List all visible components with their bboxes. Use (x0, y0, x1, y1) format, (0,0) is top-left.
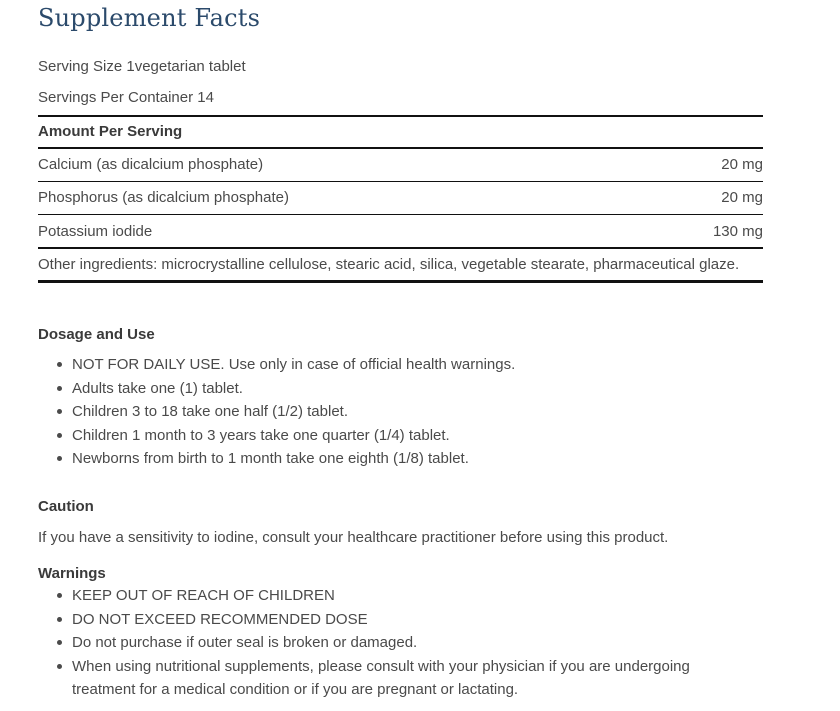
servings-per-container: Servings Per Container 14 (38, 89, 214, 106)
dosage-heading: Dosage and Use (38, 326, 155, 343)
nutrient-row (38, 223, 763, 240)
warnings-list (38, 584, 778, 702)
list-item: KEEP OUT OF REACH OF CHILDREN (38, 584, 778, 608)
list-item: Newborns from birth to 1 month take one eighth (1/8) tablet. (38, 447, 778, 471)
other-ingredients: Other ingredients: microcrystalline cellulose, stearic acid, silica, vegetable stearate, pharmaceutical glaze. (38, 256, 740, 273)
nutrient-row (38, 156, 763, 173)
nutrient-amount: 130 mg (712, 223, 763, 240)
amount-per-serving-header: Amount Per Serving (38, 123, 183, 140)
warnings-heading: Warnings (38, 565, 106, 582)
list-item: Children 1 month to 3 years take one quarter (1/4) tablet. (38, 424, 778, 448)
table-top-rule (38, 115, 763, 117)
header-rule (38, 147, 763, 149)
nutrient-amount: 20 mg (721, 189, 763, 206)
dosage-list (38, 353, 778, 471)
list-item: Do not purchase if outer seal is broken or damaged. (38, 631, 778, 655)
caution-heading: Caution (38, 498, 94, 515)
row-divider (38, 214, 763, 215)
table-bottom-rule (38, 280, 763, 283)
nutrient-name: Calcium (as dicalcium phosphate) (38, 156, 264, 173)
list-item: Children 3 to 18 take one half (1/2) tablet. (38, 400, 778, 424)
nutrient-name: Potassium iodide (38, 223, 153, 240)
caution-text: If you have a sensitivity to iodine, consult your healthcare practitioner before using this product. (38, 529, 669, 546)
serving-size: Serving Size 1vegetarian tablet (38, 58, 246, 75)
nutrient-row (38, 189, 763, 206)
list-item: NOT FOR DAILY USE. Use only in case of official health warnings. (38, 353, 778, 377)
list-item: When using nutritional supplements, please consult with your physician if you are undergoing treatment for a medical condition or if you are pregnant or lactating. (38, 655, 752, 702)
list-item: Adults take one (1) tablet. (38, 377, 778, 401)
nutrient-amount: 20 mg (721, 156, 763, 173)
list-item: DO NOT EXCEED RECOMMENDED DOSE (38, 608, 778, 632)
nutrient-name: Phosphorus (as dicalcium phosphate) (38, 189, 289, 206)
row-divider (38, 247, 763, 249)
row-divider (38, 181, 763, 182)
page-title: Supplement Facts (38, 4, 261, 32)
